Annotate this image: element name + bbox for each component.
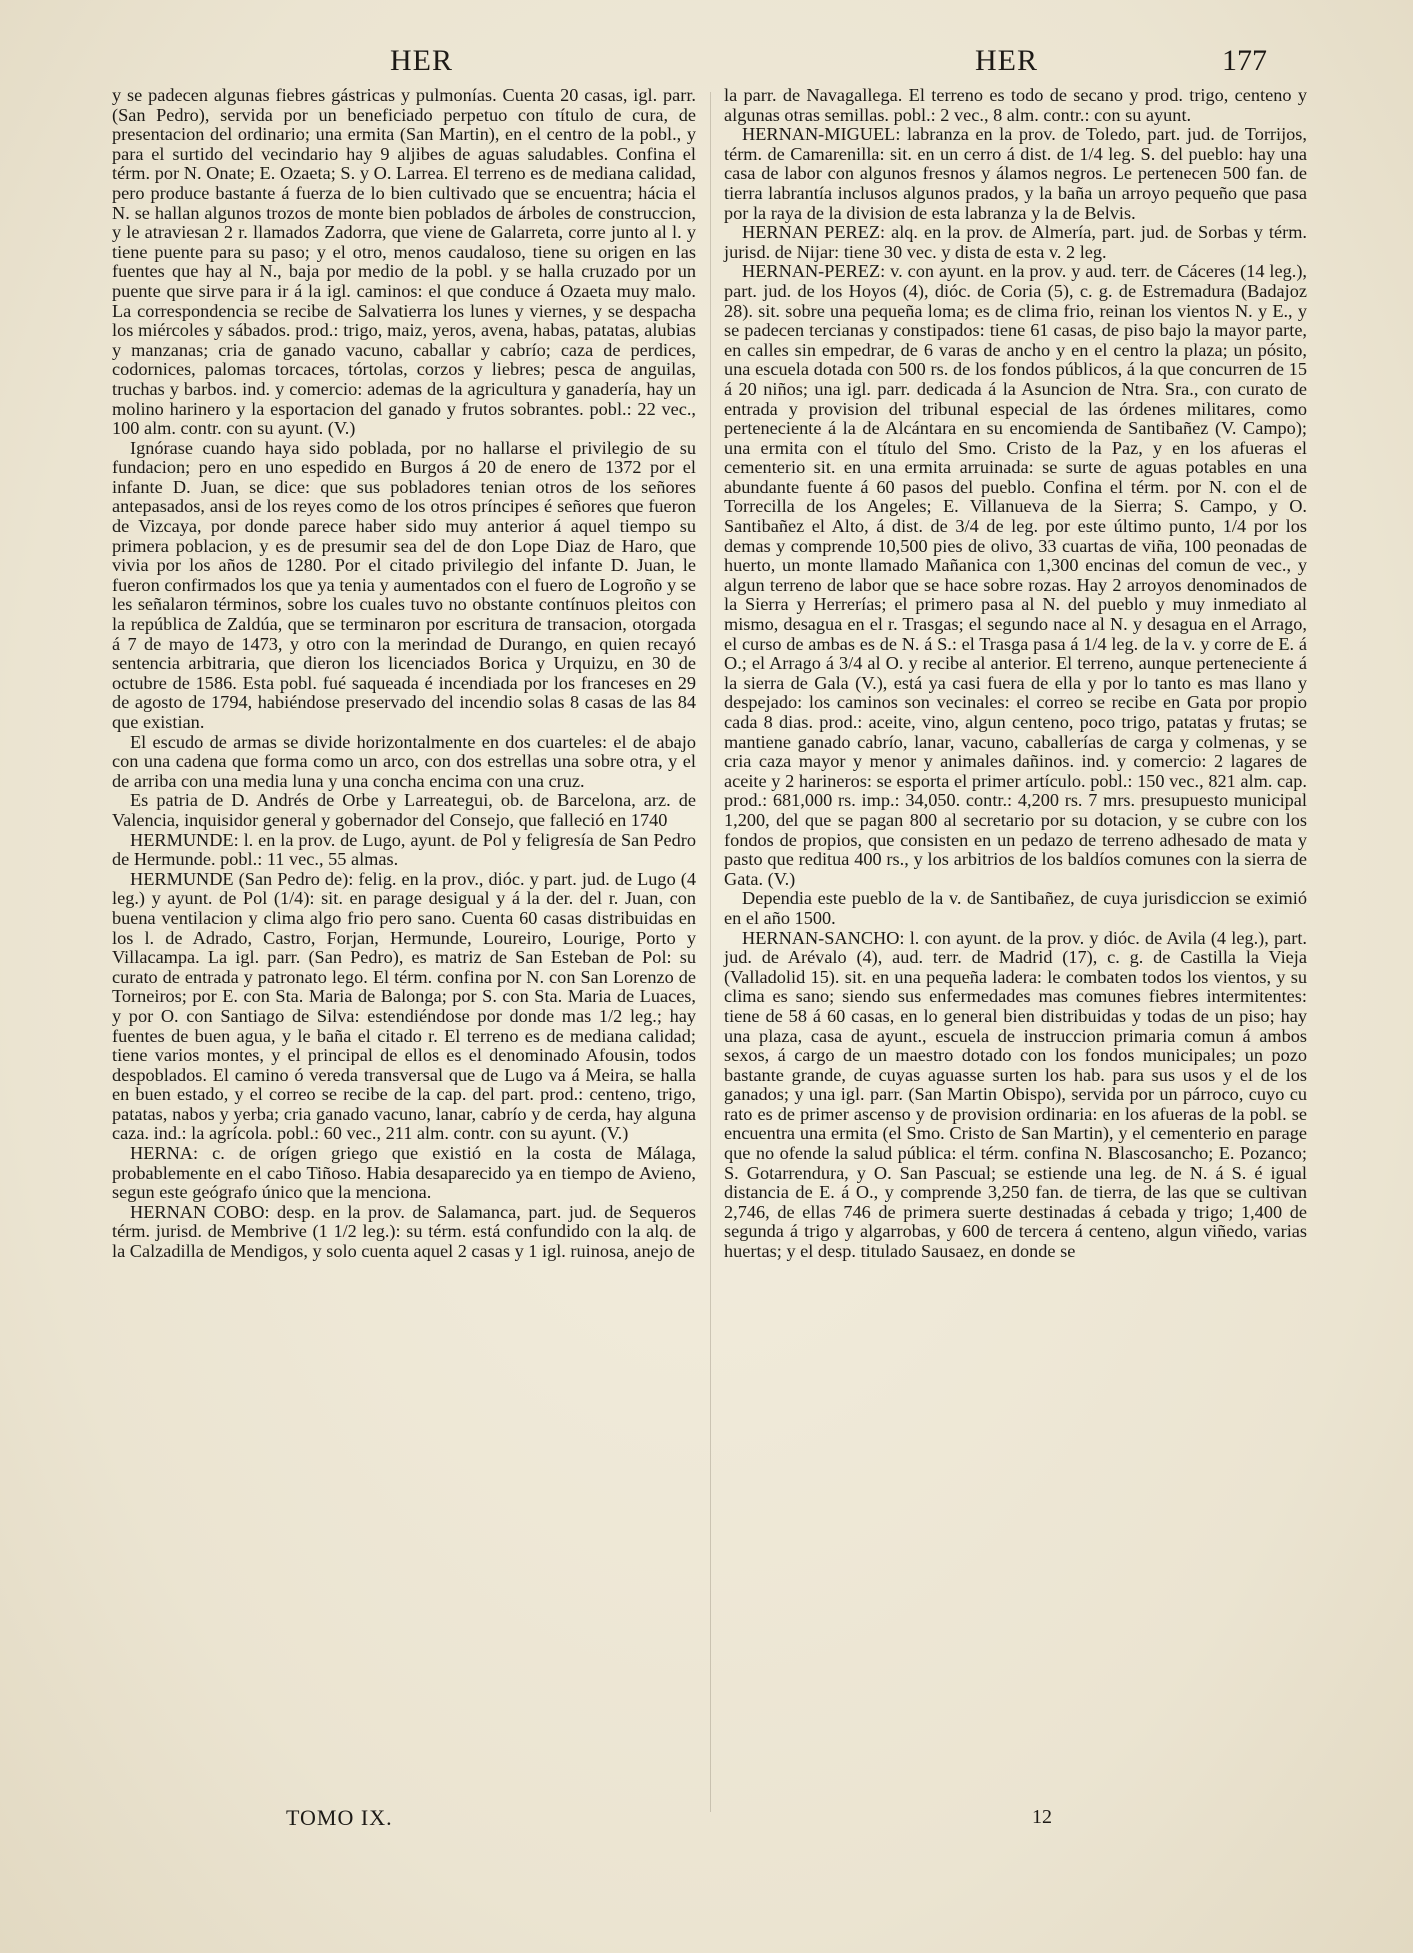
column-divider [710, 92, 711, 1812]
paragraph: la parr. de Navagallega. El terreno es todo de secano y prod. trigo, centeno y algunas otras semillas. pobl.: 2 vec., 8 alm. contr.: con su ayunt. [724, 85, 1307, 125]
entry-hernan-cobo: HERNAN COBO: desp. en la prov. de Salamanca, part. jud. de Sequeros térm. jurisd. de Membrive (1 1/2 leg.): su térm. está confundido con la alq. de la Calzadilla de Mendigos, y solo cuenta aquel 2 casas y 1 igl. ruinosa, anejo de [112, 1201, 696, 1262]
page-number: 177 [1222, 44, 1267, 77]
running-head-left: HER [390, 44, 453, 77]
entry-hernan-miguel: HERNAN-MIGUEL: labranza en la prov. de Toledo, part. jud. de Torrijos, térm. de Camarenilla: sit. en un cerro á dist. de 1/4 leg. S. del pueblo: hay una casa de labor con algunos fresnos y álamos negros. Le pertenecen 500 fan. de tierra labrantía inclusos algunos prados, y la baña un arroyo pequeño que pasa por la raya de la division de esta labranza y la de Belvis. [724, 124, 1307, 223]
left-column [112, 86, 696, 1262]
entry-hernan-perez-alq: HERNAN PEREZ: alq. en la prov. de Almería, part. jud. de Sorbas y térm. jurisd. de Nijar: tiene 30 vec. y dista de esta v. 2 leg. [724, 222, 1307, 262]
right-column [724, 86, 1307, 1262]
running-head-right: HER [975, 44, 1038, 77]
entry-hernan-sancho: HERNAN-SANCHO: l. con ayunt. de la prov. y dióc. de Avila (4 leg.), part. jud. de Arévalo (4), aud. terr. de Madrid (17), c. g. de Castilla la Vieja (Valladolid 15). sit. en una pequeña ladera: le combaten todos los vientos, y su clima es sano; siendo sus enfermedades mas comunes fiebres intermitentes: tiene de 58 á 60 casas, en lo general bien distribuidas y todas de un piso; hay una plaza, casa de ayunt., escuela de instruccion primaria comun á ambos sexos, á cargo de un maestro dotado con los fondos municipales; un pozo bastante grande, de cuyas aguasse surten los hab. para sus usos y el de los ganados; y una igl. parr. (San Martin Obispo), servida por un párroco, cuyo cu rato es de primer ascenso y de provision ordinaria: en los afueras de la pobl. se encuentra una ermita (el Smo. Cristo de San Martin), y el cementerio en parage que no ofende la salud pública: el térm. confina N. Blascosancho; E. Pozanco; S. Gotarrendura, y O. San Pascual; se estiende una leg. de N. á S. é igual distancia de E. á O., y comprende 3,250 fan. de tierra, de las que se cultivan 2,746, de ellas 746 de primera suerte destinadas á cebada y trigo; 1,400 de segunda á trigo y algarrobas, y 600 de tercera á centeno, algun viñedo, varias huertas; y el desp. titulado Sausaez, en donde se [724, 927, 1307, 1262]
paragraph: Ignórase cuando haya sido poblada, por no hallarse el privilegio de su fundacion; pero en uno espedido en Burgos á 20 de enero de 1372 por el infante D. Juan, se dice: que sus pobladores tenian otros de los señores antepasados, ansi de los reyes como de los otros príncipes é señores que fueron de Vizcaya, por donde parece haber sido muy anterior á aquel tiempo su primera poblacion, y es de presumir sea del de don Lope Diaz de Haro, que vivia por los años de 1280. Por el citado privilegio del infante D. Juan, le fueron confirmados los que ya tenia y aumentados con el fuero de Logroño y se les señalaron términos, sobre los cuales tuvo no obstante contínuos pleitos con la república de Zaldúa, que se terminaron por escritura de transacion, otorgada á 7 de mayo de 1473, y otro con la merindad de Durango, en quien recayó sentencia arbitraria, que dieron los licenciados Borica y Urquizu, en 30 de octubre de 1586. Esta pobl. fué saqueada é incendiada por los franceses en 29 de agosto de 1794, habiéndose preservado del incendio solas 8 casas de las 84 que existian. [112, 437, 696, 732]
entry-hermunde-san-pedro: HERMUNDE (San Pedro de): felig. en la prov., dióc. y part. jud. de Lugo (4 leg.) y ayunt. de Pol (1/4): sit. en parage desigual y á la der. del r. Juan, con buena ventilacion y clima algo frio pero sano. Cuenta 60 casas distribuidas en los l. de Adrado, Castro, Forjan, Hermunde, Loureiro, Lourige, Porto y Villacampa. La igl. parr. (San Pedro), es matriz de San Esteban de Pol: su curato de entrada y patronato lego. El térm. confina por N. con San Lorenzo de Torneiros; por E. con Sta. Maria de Balonga; por S. con Sta. Maria de Luaces, y por O. con Santiago de Silva: estendiéndose por donde mas 1/2 leg.; hay fuentes de buen agua, y le baña el citado r. El terreno es de mediana calidad; tiene varios montes, y el principal de ellos es el denominado Afousin, todos despoblados. El camino ó vereda transversal que de Lugo va á Meira, se halla en buen estado, y el correo se recibe de la cap. del part. prod.: centeno, trigo, patatas, nabos y yerba; cria ganado vacuno, lanar, cabrío y de cerda, hay alguna caza. ind.: la agrícola. pobl.: 60 vec., 211 alm. contr. con su ayunt. (V.) [112, 868, 696, 1144]
entry-hernan-perez-v: HERNAN-PEREZ: v. con ayunt. en la prov. y aud. terr. de Cáceres (14 leg.), part. jud. de los Hoyos (4), dióc. de Coria (5), c. g. de Estremadura (Badajoz 28). sit. sobre una pequeña loma; es de clima frio, reinan los vientos N. y E., y se padecen tercianas y constipados: tiene 61 casas, de piso bajo la mayor parte, en calles sin empedrar, de 6 varas de ancho y en el centro la plaza; un pósito, una escuela dotada con 500 rs. de los fondos públicos, á la que concurren de 15 á 20 niños; una igl. parr. dedicada á la Asuncion de Ntra. Sra., con curato de entrada y provision del tribunal especial de las órdenes militares, como perteneciente á la de Alcántara en su encomienda de Santibañez (V. Campo); una ermita con el título del Smo. Cristo de la Paz, y en los afueras el cementerio sit. en una ermita arruinada: se surte de aguas potables en una abundante fuente á 60 pasos del pueblo. Confina el térm. por N. con el de Torrecilla de los Angeles; E. Villanueva de la Sierra; S. Campo, y O. Santibañez el Alto, á dist. de 3/4 de leg. por este último punto, 1/4 por los demas y comprende 10,500 pies de olivo, 33 cuartas de viña, 100 peonadas de huerto, un monte llamado Mañanica con 1,300 encinas del comun de vec., y algun terreno de labor que se hace sobre rozas. Hay 2 arroyos denominados de la Sierra y Herrerías; el primero pasa al N. del pueblo y muy inmediato al mismo, desagua en el r. Trasgas; el segundo nace al N. y desagua en el Arrago, el curso de ambas es de N. á S.: el Trasga pasa á 1/4 leg. de la v. y corre de E. á O.; el Arrago á 3/4 al O. y recibe al anterior. El terreno, aunque perteneciente á la sierra de Gala (V.), está ya casi fuera de ella y por lo tanto es mas llano y despejado: los caminos son vecinales: el correo se recibe en Gata por propio cada 8 dias. prod.: aceite, vino, algun centeno, poco trigo, patatas y frutas; se mantiene ganado cabrío, lanar, vacuno, caballerías de carga y colmenas, y se cria caza mayor y menor y animales dañinos. ind. y comercio: 2 lagares de aceite y 2 harineros: se esporta el primer artículo. pobl.: 150 vec., 821 alm. cap. prod.: 681,000 rs. imp.: 34,050. contr.: 4,200 rs. 7 mrs. presupuesto municipal 1,200, del que se pagan 800 al secretario por su dotacion, y se cubre con los fondos de propios, que consisten en un pedazo de terreno adhesado de mata y pasto que reditua 400 rs., y los arbitrios de los baldíos comunes con la sierra de Gata. (V.) [724, 261, 1307, 889]
entry-hermunde: HERMUNDE: l. en la prov. de Lugo, ayunt. de Pol y feligresía de San Pedro de Hermunde. pobl.: 11 vec., 55 almas. [112, 829, 696, 870]
signature-mark: 12 [1032, 1806, 1052, 1828]
paragraph: Dependia este pueblo de la v. de Santibañez, de cuya jurisdiccion se eximió en el año 1500. [724, 888, 1307, 928]
volume-footer: TOMO IX. [286, 1805, 393, 1830]
entry-herna: HERNA: c. de orígen griego que existió en la costa de Málaga, probablemente en el cabo Tiñoso. Habia desaparecido ya en tiempo de Avieno, segun este geógrafo único que la menciona. [112, 1143, 696, 1203]
paragraph: El escudo de armas se divide horizontalmente en dos cuarteles: el de abajo con una cadena que forma como un arco, con dos estrellas una sobre otra, y el de arriba con una media luna y una concha encima con una cruz. [112, 731, 696, 791]
paragraph: y se padecen algunas fiebres gástricas y pulmonías. Cuenta 20 casas, igl. parr. (San Pedro), servida por un beneficiado perpetuo con título de cura, de presentacion del ordinario; una ermita (San Martin), en el centro de la pobl., y para el surtido del vecindario hay 9 aljibes de aguas saludables. Confina el térm. por N. Onate; E. Ozaeta; S. y O. Larrea. El terreno es de mediana calidad, pero produce bastante á fuerza de lo bien cultivado que se encuentra; hácia el N. se hallan algunos trozos de monte bien poblados de árboles de construccion, y le atraviesan 2 r. llamados Zadorra, que viene de Galarreta, corre junto al l. y tiene puente para su paso; y el otro, menos caudaloso, tiene su origen en las fuentes que hay al N., baja por medio de la pobl. y se halla cruzado por un puente que sirve para ir á la igl. caminos: el que conduce á Ozaeta muy malo. La correspondencia se recibe de Salvatierra los lunes y viernes, y se despacha los miércoles y sábados. prod.: trigo, maiz, yeros, avena, habas, patatas, alubias y manzanas; cria de ganado vacuno, caballar y cabrío; caza de perdices, codornices, palomas torcaces, tórtolas, corzos y liebres; pesca de anguilas, truchas y barbos. ind. y comercio: ademas de la agricultura y ganadería, hay un molino harinero y la esportacion del ganado y frutos sobrantes. pobl.: 22 vec., 100 alm. contr. con su ayunt. (V.) [112, 85, 696, 439]
paragraph: Es patria de D. Andrés de Orbe y Larreategui, ob. de Barcelona, arz. de Valencia, inquisidor general y gobernador del Consejo, que falleció en 1740 [112, 790, 696, 830]
